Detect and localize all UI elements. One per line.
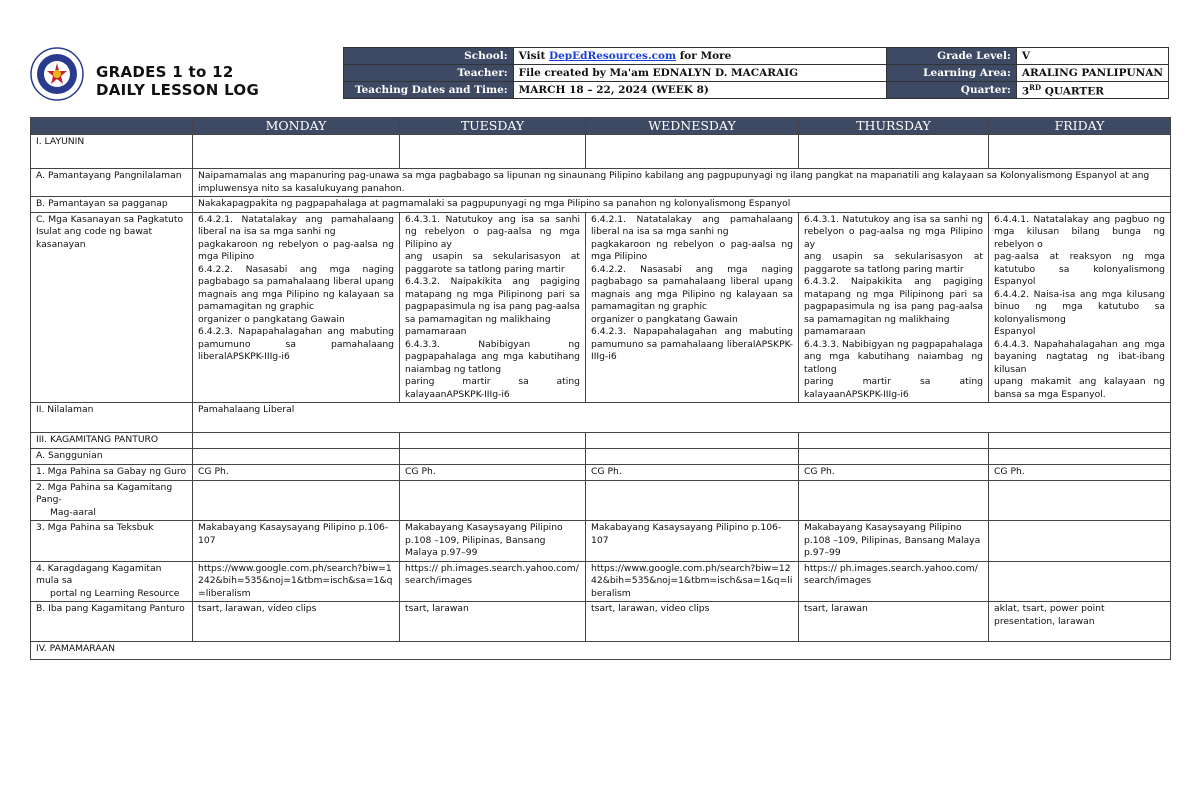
grade-level-label: Grade Level: xyxy=(886,48,1016,65)
deped-seal-logo xyxy=(30,47,84,101)
kasanayan-label: C. Mga Kasanayan sa Pagkatuto xyxy=(36,213,184,225)
layunin-label: I. LAYUNIN xyxy=(31,135,193,169)
pamantayang-value: Naipamamalas ang mapanuring pag-unawa sa mga pagbabago sa lipunan ng sinaunang Pilipino kabilang ang pagpupunyagi ng ilang pangkat na mapanatili ang kalayaan sa Kolonyalismong Espanyol at ang impluwensya nito sa kasalukuyang panahon. xyxy=(193,169,1171,197)
learning-area-value: ARALING PANLIPUNAN xyxy=(1016,65,1168,82)
corner-cell xyxy=(31,118,193,135)
title-line-1: GRADES 1 to 12 xyxy=(96,63,234,81)
pamantayang-row xyxy=(31,169,1171,197)
pamantayang-label: A. Pamantayang Pangnilalaman xyxy=(31,169,193,197)
kagamitan-mag-aaral-row xyxy=(31,480,1171,521)
kasanayan-label-cell xyxy=(31,212,193,403)
gabay-thursday: CG Ph. xyxy=(799,465,989,481)
day-thursday: THURSDAY xyxy=(799,118,989,135)
quarter-label: Quarter: xyxy=(886,82,1016,99)
nilalaman-label: II. Nilalaman xyxy=(31,403,193,433)
day-monday: MONDAY xyxy=(193,118,400,135)
school-value: Visit DepEdResources.com for More xyxy=(513,48,886,65)
sanggunian-row xyxy=(31,449,1171,465)
day-header-row xyxy=(31,118,1171,135)
depedresources-link[interactable]: DepEdResources.com xyxy=(549,50,677,62)
kagamitan-row xyxy=(31,433,1171,449)
sanggunian-label: A. Sanggunian xyxy=(31,449,193,465)
iba-monday: tsart, larawan, video clips xyxy=(193,602,400,642)
karagdagang-label: 4. Karagdagang Kagamitan mula sa portal ng Learning Resource xyxy=(31,561,193,602)
teksbuk-row xyxy=(31,521,1171,562)
grade-level-value: V xyxy=(1016,48,1168,65)
iba-friday: aklat, tsart, power point presentation, larawan xyxy=(989,602,1171,642)
teaching-dates-label: Teaching Dates and Time: xyxy=(344,82,514,99)
title-line-2: DAILY LESSON LOG xyxy=(96,81,260,99)
layunin-row xyxy=(31,135,1171,169)
nilalaman-row xyxy=(31,403,1171,433)
header-info-table xyxy=(343,47,1169,99)
kasanayan-tuesday: 6.4.3.1. Natutukoy ang isa sa sanhi ng rebelyon o pag-aalsa ng mga Pilipino ay ang usapin sa sekularisasyon at paggarote sa tatlong paring martir 6.4.3.2. Naipakikita ang pagiging matapang ng mga Pilipinong pari sa pagpapasimula ng isa pang pag-aalsa sa pamamagitan ng malikhaing pamamaraan 6.4.3.3. Nabibigyan ng pagpapahalaga ang mga kabutihang naiambag ng tatlong paring martir sa ating kalayaanAPSKPK-IIIg-i6 xyxy=(400,212,586,403)
teksbuk-friday xyxy=(989,521,1171,562)
teksbuk-monday: Makabayang Kasaysayang Pilipino p.106-107 xyxy=(193,521,400,562)
pagganap-row xyxy=(31,197,1171,213)
teksbuk-wednesday: Makabayang Kasaysayang Pilipino p.106-107 xyxy=(586,521,799,562)
quarter-value: 3RD QUARTER xyxy=(1016,82,1168,99)
learning-area-label: Learning Area: xyxy=(886,65,1016,82)
document-title xyxy=(96,63,259,99)
teacher-value: File created by Ma'am EDNALYN D. MACARAIG xyxy=(513,65,886,82)
teksbuk-tuesday: Makabayang Kasaysayang Pilipino p.108 –109, Pilipinas, Bansang Malaya p.97–99 xyxy=(400,521,586,562)
teksbuk-label: 3. Mga Pahina sa Teksbuk xyxy=(31,521,193,562)
pagganap-label: B. Pamantayan sa pagganap xyxy=(31,197,193,213)
pamamaraan-row xyxy=(31,642,1171,660)
gabay-label: 1. Mga Pahina sa Gabay ng Guro xyxy=(31,465,193,481)
day-wednesday: WEDNESDAY xyxy=(586,118,799,135)
iba-label: B. Iba pang Kagamitang Panturo xyxy=(31,602,193,642)
iba-thursday: tsart, larawan xyxy=(799,602,989,642)
kasanayan-wednesday: 6.4.2.1. Natatalakay ang pamahalaang liberal na isa sa mga sanhi ng pagkakaroon ng rebelyon o pag-aalsa ng mga Pilipino 6.4.2.2. Nasasabi ang mga naging pagbabago sa pamahalaang liberal upang magnais ang mga Pilipino ng kalayaan sa pamamagitan ng graphic organizer o pangkatang Gawain 6.4.2.3. Napapahalagahan ang mabuting pamumuno sa pamahalaang liberalAPSKPK-IIIg-i6 xyxy=(586,212,799,403)
iba-row xyxy=(31,602,1171,642)
kasanayan-sub: Isulat ang code ng bawat kasanayan xyxy=(36,226,153,250)
karagdagang-wednesday-link[interactable]: https://www.google.com.ph/search?biw=1242&bih=535&noj=1&tbm=isch&sa=1&q=liberalism xyxy=(586,561,799,602)
day-friday: FRIDAY xyxy=(989,118,1171,135)
teacher-label: Teacher: xyxy=(344,65,514,82)
gabay-row xyxy=(31,465,1171,481)
kasanayan-monday: 6.4.2.1. Natatalakay ang pamahalaang liberal na isa sa mga sanhi ng pagkakaroon ng rebelyon o pag-aalsa ng mga Pilipino 6.4.2.2. Nasasabi ang mga naging pagbabago sa pamahalaang liberal upang magnais ang mga Pilipino ng kalayaan sa pamamagitan ng graphic organizer o pangkatang Gawain 6.4.2.3. Napapahalagahan ang mabuting pamumuno sa pamahalaang liberalAPSKPK-IIIg-i6 xyxy=(193,212,400,403)
teksbuk-thursday: Makabayang Kasaysayang Pilipino p.108 –109, Pilipinas, Bansang Malaya p.97–99 xyxy=(799,521,989,562)
gabay-friday: CG Ph. xyxy=(989,465,1171,481)
gabay-monday: CG Ph. xyxy=(193,465,400,481)
karagdagang-row xyxy=(31,561,1171,602)
karagdagang-friday xyxy=(989,561,1171,602)
gabay-wednesday: CG Ph. xyxy=(586,465,799,481)
kasanayan-row xyxy=(31,212,1171,403)
kagamitan-mag-aaral-label: 2. Mga Pahina sa Kagamitang Pang- Mag-aaral xyxy=(31,480,193,521)
school-label: School: xyxy=(344,48,514,65)
pamamaraan-label: IV. PAMAMARAAN xyxy=(31,642,1171,660)
iba-tuesday: tsart, larawan xyxy=(400,602,586,642)
teaching-dates-value: MARCH 18 – 22, 2024 (WEEK 8) xyxy=(513,82,886,99)
nilalaman-value: Pamahalaang Liberal xyxy=(193,403,1171,433)
gabay-tuesday: CG Ph. xyxy=(400,465,586,481)
kasanayan-friday: 6.4.4.1. Natatalakay ang pagbuo ng mga kilusan bilang bunga ng rebelyon o pag-aalsa at reaksyon ng mga katutubo sa kolonyalismong Espanyol 6.4.4.2. Naisa-isa ang mga kilusang binuo ng mga katutubo sa kolonyalismong Espanyol 6.4.4.3. Napahahalagahan ang mga bayaning nagtatag ng ibat-ibang kilusan upang makamit ang kalayaan ng bansa sa mga Espanyol. xyxy=(989,212,1171,403)
karagdagang-monday-link[interactable]: https://www.google.com.ph/search?biw=1242&bih=535&noj=1&tbm=isch&sa=1&q=liberalism xyxy=(193,561,400,602)
iba-wednesday: tsart, larawan, video clips xyxy=(586,602,799,642)
kagamitan-label: III. KAGAMITANG PANTURO xyxy=(31,433,193,449)
day-tuesday: TUESDAY xyxy=(400,118,586,135)
pagganap-value: Nakakapagpakita ng pagpapahalaga at pagmamalaki sa pagpupunyagi ng mga Pilipino sa panahon ng kolonyalismong Espanyol xyxy=(193,197,1171,213)
kasanayan-thursday: 6.4.3.1. Natutukoy ang isa sa sanhi ng rebelyon o pag-aalsa ng mga Pilipino ay ang usapin sa sekularisasyon at paggarote sa tatlong paring martir 6.4.3.2. Naipakikita ang pagiging matapang ng mga Pilipinong pari sa pagpapasimula ng isa pang pag-aalsa sa pamamagitan ng malikhaing pamamaraan 6.4.3.3. Nabibigyan ng pagpapahalaga ang mga kabutihang naiambag ng tatlong paring martir sa ating kalayaanAPSKPK-IIIg-i6 xyxy=(799,212,989,403)
lesson-log-table xyxy=(30,117,1171,660)
karagdagang-thursday-link[interactable]: https:// ph.images.search.yahoo.com/ search/images xyxy=(799,561,989,602)
karagdagang-tuesday-link[interactable]: https:// ph.images.search.yahoo.com/ search/images xyxy=(400,561,586,602)
